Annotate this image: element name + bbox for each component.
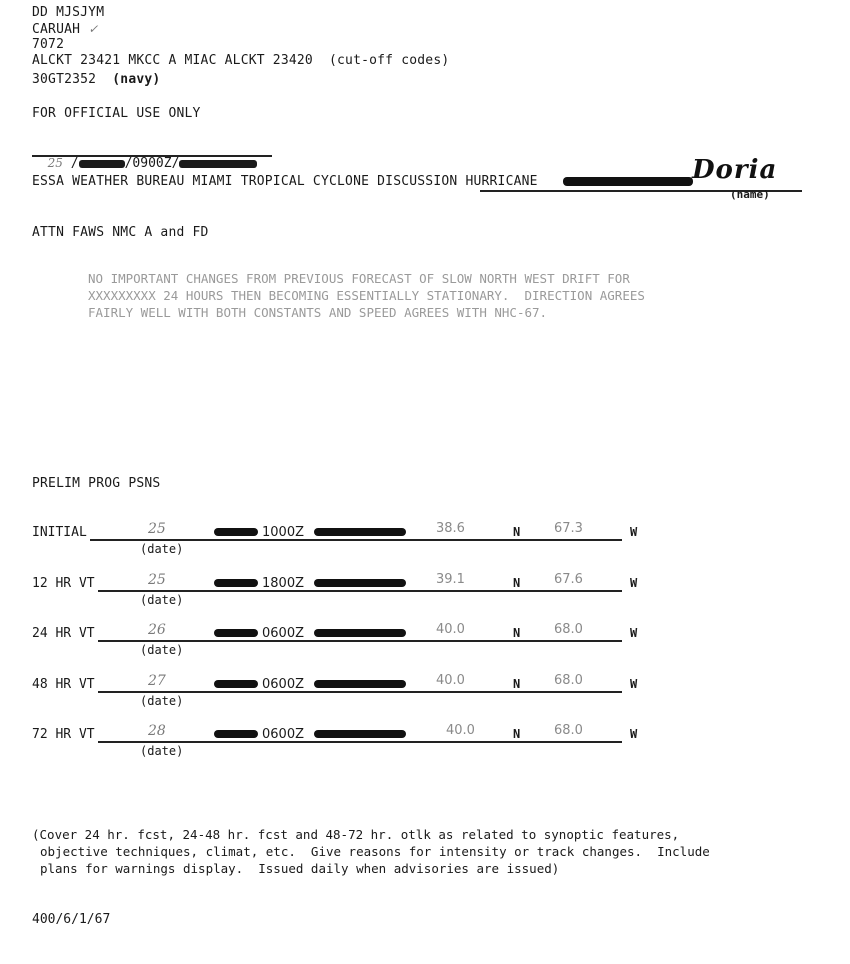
row-time: 0600Z [262,677,304,692]
row-longitude: 67.6 [554,572,583,587]
discussion-line-1: NO IMPORTANT CHANGES FROM PREVIOUS FORECAST OF SLOW NORTH WEST DRIFT FOR [88,271,630,286]
row-lon-dir: W [630,626,638,640]
row-longitude: 68.0 [554,622,583,637]
row-latitude: 40.0 [446,723,475,738]
row-latitude: 39.1 [436,572,465,587]
row-lat-dir: N [513,626,521,640]
row-lat-dir: N [513,525,521,539]
redaction-mark [314,579,406,587]
instructions-line-1: (Cover 24 hr. fcst, 24-48 hr. fcst and 48-72 hr. otlk as related to synoptic features, [32,827,680,842]
row-label: 48 HR VT [32,677,95,692]
discussion-line-2: XXXXXXXXX 24 HOURS THEN BECOMING ESSENTIALLY STATIONARY. DIRECTION AGREES [88,288,645,303]
row-latitude: 40.0 [436,673,465,688]
form-number: 400/6/1/67 [32,912,111,927]
instructions-line-2: objective techniques, climat, etc. Give reasons for intensity or track changes. Include [40,844,710,859]
row-lon-dir: W [630,525,638,539]
date-underline [32,155,272,157]
redaction-mark [314,528,406,536]
row-longitude: 68.0 [554,673,583,688]
attention-line: ATTN FAWS NMC A and FD [32,225,209,240]
row-lon-dir: W [630,576,638,590]
storm-kind: HURRICANE [465,174,538,189]
redaction-mark [214,680,258,688]
row-underline [98,640,622,642]
navy-note: (navy) [112,72,161,87]
group-code-line [32,72,160,88]
group-code: 30GT2352 [32,72,97,87]
row-label: 12 HR VT [32,576,95,591]
routing-code: DD MJSJYM [32,5,105,20]
row-longitude: 68.0 [554,723,583,738]
row-date-label: (date) [140,593,184,607]
row-time: 1000Z [262,525,304,540]
redaction-mark [214,579,258,587]
row-day: 25 [148,521,166,537]
row-date-label: (date) [140,542,184,556]
row-date-label: (date) [140,744,184,758]
message-number: 7072 [32,37,65,52]
row-lat-dir: N [513,677,521,691]
row-lon-dir: W [630,677,638,691]
row-lon-dir: W [630,727,638,741]
row-lat-dir: N [513,727,521,741]
redaction-mark [179,160,257,168]
row-underline [98,691,622,693]
row-label: 24 HR VT [32,626,95,641]
official-use-banner: FOR OFFICIAL USE ONLY [32,106,201,121]
row-underline [90,539,622,541]
date-time-value: 0900Z [132,156,172,171]
row-underline [98,590,622,592]
row-lat-dir: N [513,576,521,590]
prelim-title: PRELIM PROG PSNS [32,476,161,491]
redaction-mark [314,730,406,738]
redaction-mark [314,680,406,688]
redaction-mark [563,177,693,186]
check-mark-icon: ✓ [88,22,99,36]
addressee-code [32,21,98,38]
circuit-codes: ALCKT 23421 MKCC A MIAC ALCKT 23420 (cut-off codes) [32,53,450,68]
storm-name: Doria [692,155,778,185]
redaction-mark [79,160,125,168]
redaction-mark [214,629,258,637]
name-label: (name) [730,188,770,201]
row-day: 28 [148,723,166,739]
row-longitude: 67.3 [554,521,583,536]
date-day: 25 [47,156,63,170]
row-day: 27 [148,673,166,689]
redaction-mark [314,629,406,637]
instructions-line-3: plans for warnings display. Issued daily when advisories are issued) [40,861,560,876]
redaction-mark [214,528,258,536]
addressee-text: CARUAH [32,22,81,37]
row-label: 72 HR VT [32,727,95,742]
row-time: 1800Z [262,576,304,591]
row-date-label: (date) [140,694,184,708]
row-time: 0600Z [262,727,304,742]
row-date-label: (date) [140,643,184,657]
row-latitude: 40.0 [436,622,465,637]
discussion-title [32,174,538,190]
date-time-line: 25 / /0900Z/ [32,139,257,172]
title-prefix: ESSA WEATHER BUREAU MIAMI TROPICAL CYCLONE DISCUSSION [32,174,458,189]
discussion-line-3: FAIRLY WELL WITH BOTH CONSTANTS AND SPEED AGREES WITH NHC-67. [88,305,548,320]
row-day: 25 [148,572,166,588]
row-day: 26 [148,622,166,638]
row-label: INITIAL [32,525,87,540]
row-underline [98,741,622,743]
row-latitude: 38.6 [436,521,465,536]
row-time: 0600Z [262,626,304,641]
redaction-mark [214,730,258,738]
